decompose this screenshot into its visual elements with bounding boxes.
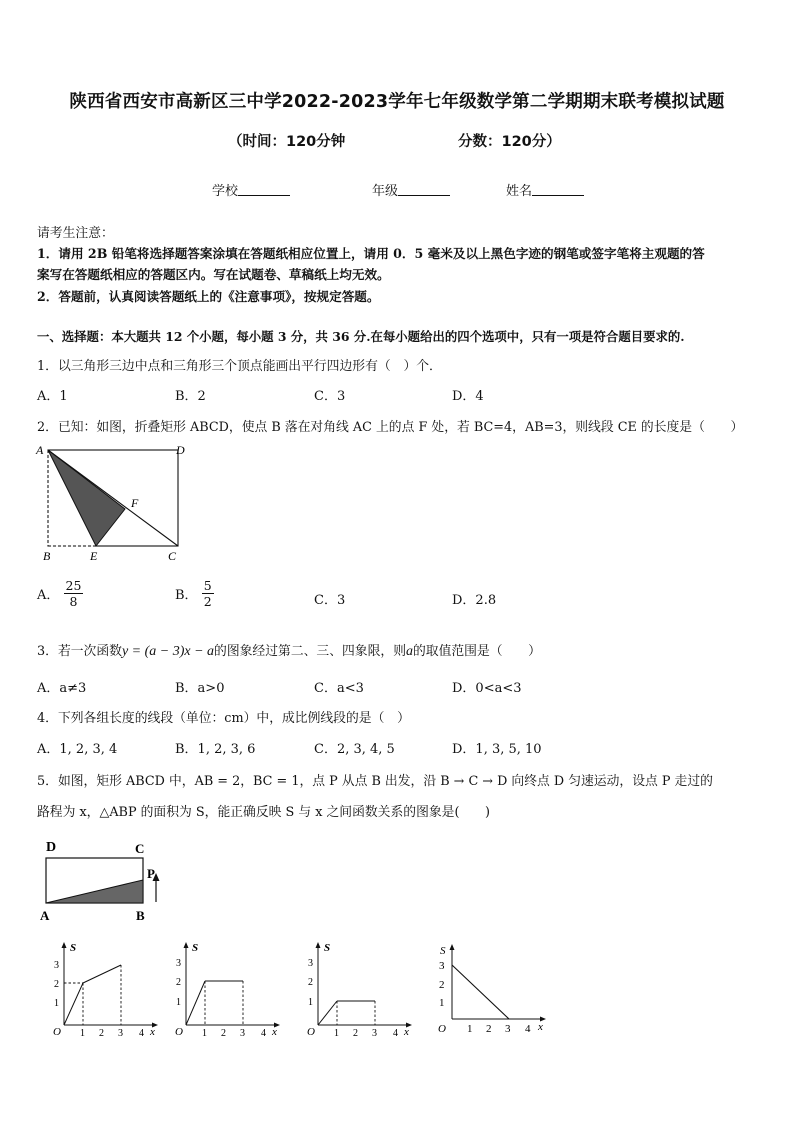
q1-stem: 1．以三角形三边中点和三角形三个顶点能画出平行四边形有（ ）个．: [37, 359, 442, 374]
q3-stem: 3．若一次函数y = (a − 3)x − a的图象经过第二、三、四象限，则a的取值范围是（ ）: [37, 644, 541, 659]
q1-option-c: C．3: [314, 389, 346, 404]
q3-option-b: B．a>0: [175, 681, 225, 696]
svg-text:S: S: [324, 942, 331, 954]
q5-graph-c: [294, 938, 414, 1038]
svg-text:O: O: [438, 1023, 446, 1035]
notice-line-1b: 案写在答题纸相应的答题区内。写在试题卷、草稿纸上均无效。: [37, 267, 390, 282]
q5-stem-line-2: 路程为 x，△ABP 的面积为 S，能正确反映 S 与 x 之间函数关系的图象是( ): [37, 805, 491, 820]
svg-text:x: x: [538, 1021, 543, 1033]
label-a: A: [36, 443, 44, 457]
label-b: B: [136, 908, 145, 923]
label-c: C: [168, 549, 177, 563]
q5-figure: [36, 836, 171, 928]
svg-text:3: 3: [118, 1028, 123, 1038]
svg-text:O: O: [175, 1026, 183, 1038]
label-d: D: [46, 840, 57, 855]
q3-option-d: D．0<a<3: [452, 681, 522, 696]
section-heading: 一、选择题：本大题共 12 个小题，每小题 3 分，共 36 分.在每小题给出的四个选项中，只有一项是符合题目要求的.: [37, 329, 685, 344]
svg-text:1: 1: [80, 1028, 85, 1038]
q5-graph-d: [428, 938, 552, 1038]
label-b: B: [43, 549, 51, 563]
grade-label: 年级: [372, 184, 399, 199]
svg-text:2: 2: [176, 977, 181, 988]
school-field: [212, 180, 290, 199]
notice-line-2: 2．答题前，认真阅读答题纸上的《注意事项》，按规定答题。: [37, 289, 380, 304]
q1-option-b: B．2: [175, 389, 206, 404]
svg-text:4: 4: [261, 1028, 266, 1038]
exam-score: 分数：120分）: [458, 134, 561, 150]
q2-option-a: A． $\frac{25}{8}$: [37, 578, 82, 609]
q5-stem-line-1: 5．如图，矩形 ABCD 中，AB = 2，BC = 1，点 P 从点 B 出发，沿 B → C → D 向终点 D 匀速运动，设点 P 走过的: [37, 774, 713, 789]
svg-text:O: O: [307, 1026, 315, 1038]
q2-option-b: B． $\frac{5}{2}$: [175, 578, 212, 609]
name-blank: [532, 183, 584, 196]
svg-text:S: S: [70, 942, 77, 954]
svg-text:2: 2: [99, 1028, 104, 1038]
q3-option-c: C．a<3: [314, 681, 364, 696]
label-e: E: [90, 549, 98, 563]
svg-text:4: 4: [393, 1028, 398, 1038]
q2-option-c: C．3: [314, 593, 346, 608]
q4-option-c: C．2, 3, 4, 5: [314, 742, 395, 757]
label-f: F: [131, 496, 139, 510]
svg-text:S: S: [440, 945, 446, 957]
name-field: [506, 180, 584, 199]
svg-text:1: 1: [334, 1028, 339, 1038]
svg-text:1: 1: [439, 997, 445, 1009]
diagonal-ac: [48, 450, 178, 546]
svg-text:3: 3: [308, 958, 313, 969]
school-blank: [238, 183, 290, 196]
svg-text:3: 3: [54, 960, 59, 971]
q5-graph-b: [162, 938, 282, 1038]
svg-text:4: 4: [525, 1023, 531, 1035]
q3-formula: y = (a − 3)x − a: [121, 644, 215, 659]
notice-heading: 请考生注意：: [37, 226, 114, 241]
q2-option-d: D．2.8: [452, 593, 497, 608]
q5-graph-a: [40, 938, 160, 1038]
svg-text:1: 1: [308, 997, 313, 1008]
svg-text:4: 4: [139, 1028, 144, 1038]
label-a: A: [40, 908, 50, 923]
notice-line-1a: 1．请用 2B 铅笔将选择题答案涂填在答题纸相应位置上，请用 0．5 毫米及以上黑色字迹的钢笔或签字笔将主观题的答: [37, 246, 705, 261]
page-title: 陕西省西安市高新区三中学2022-2023学年七年级数学第二学期期末联考模拟试题: [69, 92, 725, 112]
svg-text:3: 3: [240, 1028, 245, 1038]
svg-text:O: O: [53, 1026, 61, 1038]
svg-text:x: x: [404, 1026, 409, 1038]
svg-text:3: 3: [505, 1023, 511, 1035]
svg-text:2: 2: [439, 979, 445, 991]
svg-text:3: 3: [439, 960, 445, 972]
q1-option-a: A．1: [37, 389, 68, 404]
q2-figure: [30, 440, 200, 566]
grade-blank: [398, 183, 450, 196]
svg-text:2: 2: [308, 977, 313, 988]
svg-text:3: 3: [372, 1028, 377, 1038]
svg-text:2: 2: [486, 1023, 492, 1035]
svg-text:2: 2: [54, 979, 59, 990]
svg-text:1: 1: [202, 1028, 207, 1038]
svg-text:1: 1: [176, 997, 181, 1008]
q4-option-d: D．1, 3, 5, 10: [452, 742, 542, 757]
exam-time: （时间：120分钟: [228, 134, 346, 150]
q1-option-d: D．4: [452, 389, 484, 404]
grade-field: [372, 180, 450, 199]
q3-option-a: A．a≠3: [37, 681, 87, 696]
svg-text:x: x: [150, 1026, 155, 1038]
svg-text:2: 2: [353, 1028, 358, 1038]
svg-text:3: 3: [176, 958, 181, 969]
svg-text:S: S: [192, 942, 199, 954]
triangle-abp: [46, 880, 143, 903]
q4-option-b: B．1, 2, 3, 6: [175, 742, 256, 757]
label-c: C: [135, 841, 145, 856]
svg-text:1: 1: [54, 998, 59, 1009]
school-label: 学校: [212, 184, 239, 199]
q2-stem: 2．已知：如图，折叠矩形 ABCD，使点 B 落在对角线 AC 上的点 F 处，若 BC=4，AB=3，则线段 CE 的长度是（ ）: [37, 420, 744, 435]
name-label: 姓名: [506, 184, 533, 199]
label-d: D: [176, 443, 185, 457]
q4-option-a: A．1, 2, 3, 4: [37, 742, 118, 757]
q4-stem: 4．下列各组长度的线段（单位：cm）中，成比例线段的是（ ）: [37, 711, 410, 726]
svg-text:1: 1: [467, 1023, 473, 1035]
svg-text:2: 2: [221, 1028, 226, 1038]
label-p: P: [147, 866, 155, 881]
svg-text:x: x: [272, 1026, 277, 1038]
